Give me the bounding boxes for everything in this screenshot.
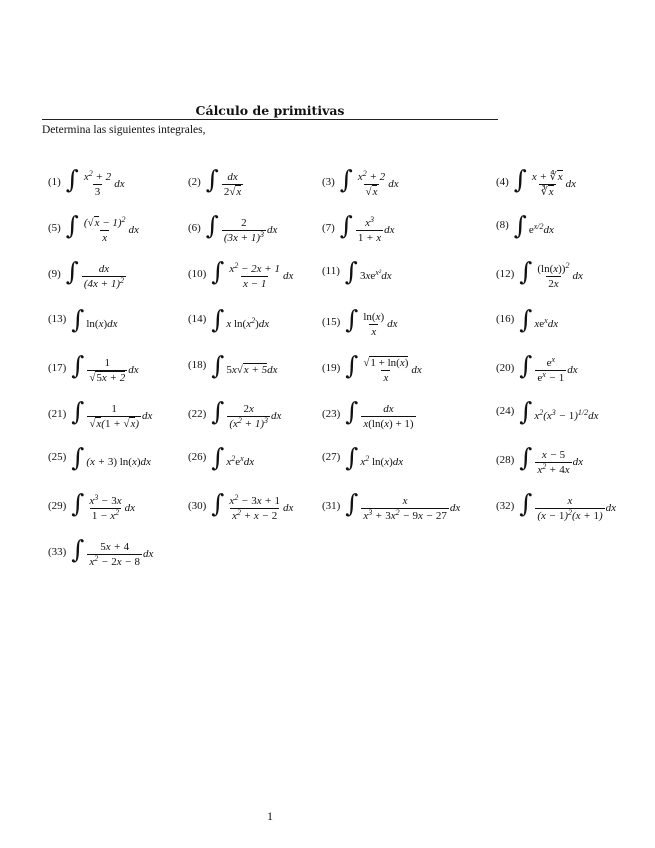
problem-number: (2)	[188, 175, 201, 188]
problem-28	[496, 444, 583, 476]
integral-expression: ∫ $\frac{x^2 + 2}{√x}$ dx	[339, 165, 399, 198]
problem-number: (19)	[322, 361, 341, 374]
integral-expression: ∫ $\frac{1}{√5x + 2}$ dx	[71, 351, 139, 384]
problem-21	[48, 398, 152, 430]
problem-number: (16)	[496, 312, 515, 325]
integral-expression: ∫ $\frac{dx}{x(\ln(x) + 1)}$	[345, 397, 414, 430]
problem-number: (30)	[188, 499, 207, 512]
integral-expression: ∫ $\frac{x^2 - 3x + 1}{x^2 + x - 2}$ dx	[211, 489, 294, 522]
title-rule	[42, 119, 498, 120]
problem-6	[188, 212, 277, 244]
problem-19	[322, 352, 422, 384]
problem-8	[496, 211, 554, 240]
problem-number: (6)	[188, 221, 201, 234]
integral-expression: ∫ (x + 3) ln(x)dx	[71, 443, 151, 472]
integral-expression: ∫ $\frac{5x + 4}{x^2 - 2x - 8}$ dx	[71, 535, 154, 568]
problem-26	[188, 443, 255, 472]
problem-number: (25)	[48, 450, 67, 463]
integral-expression: ∫ $\frac{dx}{2√x}$	[205, 165, 242, 198]
instructions-text: Determina las siguientes integrales,	[42, 124, 206, 136]
integral-expression: ∫ $\frac{x}{(x - 1)^2(x + 1)}$ dx	[519, 489, 617, 522]
problem-10	[188, 258, 293, 290]
integral-expression: ∫ $\frac{x - 5}{x^2 + 4x}$ dx	[519, 443, 583, 476]
integral-expression: ∫ $\frac{2}{(3x + 1)^3}$ dx	[205, 211, 278, 244]
problem-29	[48, 490, 135, 522]
problem-number: (24)	[496, 404, 515, 417]
problem-number: (22)	[188, 407, 207, 420]
integral-expression: ∫ $\frac{x^2 - 2x + 1}{x - 1}$ dx	[211, 257, 294, 290]
problem-number: (21)	[48, 407, 67, 420]
problem-3	[322, 166, 399, 198]
problem-30	[188, 490, 293, 522]
problem-number: (20)	[496, 361, 515, 374]
problem-9	[48, 258, 127, 290]
problem-number: (1)	[48, 175, 61, 188]
problem-12	[496, 258, 583, 290]
problem-number: (5)	[48, 221, 61, 234]
problem-2	[188, 166, 244, 198]
integral-expression: ∫ $x^2e^xdx$	[211, 443, 255, 472]
problem-22	[188, 398, 281, 430]
problem-number: (17)	[48, 361, 67, 374]
problem-number: (27)	[322, 450, 341, 463]
integral-expression: ∫ $\frac{2x}{(x^2 + 1)^3}$ dx	[211, 397, 282, 430]
problem-13	[48, 305, 118, 334]
integral-expression: ∫ $\frac{1}{√x(1 + √x)}$ dx	[71, 397, 153, 430]
problem-number: (15)	[322, 315, 341, 328]
problem-14	[188, 305, 270, 334]
integral-expression: ∫ $\frac{x^3 - 3x}{1 - x^2}$ dx	[71, 489, 135, 522]
integral-expression: ∫ $\frac{√1 + \ln(x)}{x}$ dx	[345, 351, 422, 384]
problem-11	[322, 257, 392, 286]
page-number: 1	[267, 809, 273, 823]
problem-number: (14)	[188, 312, 207, 325]
integral-expression: ∫ $\frac{e^x}{e^x - 1}$ dx	[519, 351, 578, 384]
integral-expression: ∫ $\frac{x^3}{1 + x}$ dx	[339, 211, 395, 244]
problem-number: (23)	[322, 407, 341, 420]
problem-number: (9)	[48, 267, 61, 280]
problem-number: (10)	[188, 267, 207, 280]
integral-expression: ∫ $e^{x/2}dx$	[513, 211, 554, 240]
problem-number: (31)	[322, 499, 341, 512]
problem-16	[496, 305, 559, 334]
problem-24	[496, 397, 599, 426]
problem-number: (26)	[188, 450, 207, 463]
integral-expression: ∫ $x^2$ ln(x)dx	[345, 443, 404, 472]
problem-1	[48, 166, 125, 198]
problem-number: (33)	[48, 545, 67, 558]
problem-15	[322, 306, 398, 338]
integral-expression: ∫ ln(x)dx	[71, 305, 118, 334]
problem-number: (13)	[48, 312, 67, 325]
problem-number: (32)	[496, 499, 515, 512]
problem-23	[322, 398, 417, 430]
problem-number: (3)	[322, 175, 335, 188]
problem-number: (12)	[496, 267, 515, 280]
integral-expression: ∫ $\frac{(\ln(x))^2}{2x}$ dx	[519, 257, 583, 290]
problem-number: (18)	[188, 358, 207, 371]
problem-31	[322, 490, 460, 522]
problem-number: (29)	[48, 499, 67, 512]
problem-25	[48, 443, 151, 472]
problem-18	[188, 351, 278, 380]
problem-32	[496, 490, 616, 522]
problem-7	[322, 212, 395, 244]
integral-expression: ∫ $\frac{x}{x^3 + 3x^2 - 9x - 27}$ dx	[345, 489, 461, 522]
integral-expression: ∫ $\frac{(√x - 1)^2}{x}$ dx	[65, 211, 139, 244]
integral-expression: ∫ $3xe^{x^2}dx$	[344, 257, 392, 286]
problem-number: (11)	[322, 264, 340, 277]
problem-33	[48, 536, 153, 568]
integral-expression: ∫ 5x√x + 5dx	[211, 351, 278, 380]
problem-5	[48, 212, 139, 244]
integral-expression: ∫ $\frac{dx}{(4x + 1)^2}$	[65, 257, 124, 290]
integral-expression: ∫ x $\ln(x^2)dx$	[211, 305, 270, 334]
problem-number: (8)	[496, 218, 509, 231]
problem-number: (7)	[322, 221, 335, 234]
integral-expression: ∫ $xe^xdx$	[519, 305, 559, 334]
integral-expression: ∫ $x^2(x^3 - 1)^{1/2}dx$	[519, 397, 599, 426]
integral-expression: ∫ $\frac{x + ∜x}{∛x}$ dx	[513, 165, 576, 198]
problem-27	[322, 443, 404, 472]
integral-expression: ∫ $\frac{\ln(x)}{x}$ dx	[345, 305, 398, 338]
problem-4	[496, 166, 576, 198]
problem-17	[48, 352, 139, 384]
problem-20	[496, 352, 578, 384]
problem-number: (4)	[496, 175, 509, 188]
problem-number: (28)	[496, 453, 515, 466]
integral-expression: ∫ $\frac{x^2 + 2}{3}$ dx	[65, 165, 125, 198]
document-title: Cálculo de primitivas	[195, 103, 345, 118]
